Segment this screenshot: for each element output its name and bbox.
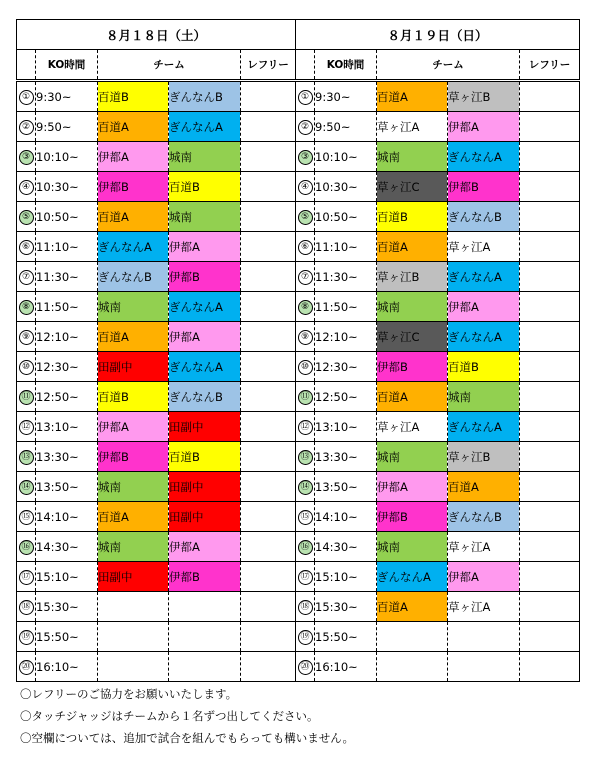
team-cell: ぎんなんA	[448, 322, 520, 352]
team-cell: ぎんなんA	[448, 262, 520, 292]
schedule-row	[17, 472, 580, 502]
team-cell: 伊都B	[169, 262, 241, 292]
match-number-label: ④	[298, 180, 313, 195]
ko-time: 12:50~	[36, 382, 98, 412]
day1-ko-header: KO時間	[36, 50, 98, 81]
schedule-row	[17, 172, 580, 202]
match-number-label: ⑥	[298, 240, 313, 255]
match-number	[296, 562, 315, 592]
team-cell: 草ヶ江A	[448, 532, 520, 562]
note-line: 〇タッチジャッジはチームから１名ずつ出してください。	[20, 709, 319, 723]
team-cell: 草ヶ江A	[377, 112, 448, 142]
match-number	[296, 172, 315, 202]
team-cell: ぎんなんA	[169, 112, 241, 142]
referee-cell	[520, 322, 580, 352]
schedule-row	[17, 532, 580, 562]
referee-cell	[520, 202, 580, 232]
match-number	[17, 622, 36, 652]
team-cell: ぎんなんA	[169, 352, 241, 382]
schedule-row	[17, 202, 580, 232]
match-number-label: ⑲	[19, 630, 34, 645]
match-number	[17, 532, 36, 562]
match-number-label: ⑪	[19, 390, 34, 405]
ko-time: 11:50~	[36, 292, 98, 322]
match-number	[296, 472, 315, 502]
team-cell: 田副中	[169, 412, 241, 442]
match-number-label: ⑦	[19, 270, 34, 285]
team-cell	[448, 652, 520, 682]
team-cell: 城南	[377, 142, 448, 172]
team-cell: 百道A	[377, 232, 448, 262]
referee-cell	[241, 142, 296, 172]
match-number	[17, 172, 36, 202]
match-number	[296, 202, 315, 232]
match-number	[296, 232, 315, 262]
team-cell: ぎんなんA	[377, 562, 448, 592]
note-line: 〇空欄については、追加で試合を組んでもらっても構いません。	[20, 731, 354, 745]
team-cell	[377, 622, 448, 652]
day2-team-header: チーム	[377, 50, 520, 81]
schedule-row	[17, 382, 580, 412]
match-number	[296, 292, 315, 322]
team-cell: 百道B	[448, 352, 520, 382]
ko-time: 12:10~	[315, 322, 377, 352]
day1-team-header: チーム	[98, 50, 241, 81]
schedule-row	[17, 412, 580, 442]
ko-time: 11:30~	[315, 262, 377, 292]
referee-cell	[520, 442, 580, 472]
ko-time: 14:30~	[315, 532, 377, 562]
team-cell: 城南	[98, 532, 169, 562]
ko-time: 10:50~	[36, 202, 98, 232]
match-number	[17, 562, 36, 592]
match-number	[17, 652, 36, 682]
ko-time: 16:10~	[315, 652, 377, 682]
referee-cell	[520, 382, 580, 412]
team-cell: 伊都B	[377, 352, 448, 382]
referee-cell	[241, 382, 296, 412]
team-cell: 百道B	[98, 382, 169, 412]
referee-cell	[241, 532, 296, 562]
team-cell	[377, 652, 448, 682]
team-cell: 百道B	[169, 442, 241, 472]
ko-time: 12:30~	[36, 352, 98, 382]
referee-cell	[520, 172, 580, 202]
team-cell: 伊都A	[169, 322, 241, 352]
team-cell: 草ヶ江B	[377, 262, 448, 292]
team-cell: 田副中	[98, 562, 169, 592]
match-number-label: ④	[19, 180, 34, 195]
team-cell: 城南	[448, 382, 520, 412]
match-number-label: ⑩	[298, 360, 313, 375]
ko-time: 16:10~	[36, 652, 98, 682]
referee-cell	[520, 232, 580, 262]
match-number	[17, 442, 36, 472]
referee-cell	[520, 81, 580, 112]
match-number-label: ⑫	[19, 420, 34, 435]
team-cell: ぎんなんA	[169, 292, 241, 322]
day2-title: ８月１９日（日）	[296, 20, 580, 50]
match-number-label: ③	[19, 150, 34, 165]
team-cell: 伊都A	[448, 292, 520, 322]
referee-cell	[241, 472, 296, 502]
ko-time: 11:30~	[36, 262, 98, 292]
match-number-label: ⑭	[298, 480, 313, 495]
team-cell: 百道A	[377, 592, 448, 622]
match-number	[296, 442, 315, 472]
num-header	[296, 50, 315, 81]
ko-time: 9:50~	[36, 112, 98, 142]
team-cell: 草ヶ江A	[448, 592, 520, 622]
team-cell: 城南	[169, 202, 241, 232]
match-number-label: ⑩	[19, 360, 34, 375]
match-number-label: ⑧	[298, 300, 313, 315]
schedule-row	[17, 81, 580, 112]
team-cell	[169, 622, 241, 652]
match-number	[296, 112, 315, 142]
schedule-row	[17, 142, 580, 172]
schedule-table	[16, 19, 580, 682]
team-cell: 城南	[98, 472, 169, 502]
day1-title: ８月１８日（土）	[17, 20, 296, 50]
team-cell: 草ヶ江B	[448, 81, 520, 112]
match-number-label: ⑯	[298, 540, 313, 555]
ko-time: 13:50~	[315, 472, 377, 502]
referee-cell	[241, 352, 296, 382]
ko-time: 9:50~	[315, 112, 377, 142]
ko-time: 10:10~	[315, 142, 377, 172]
ko-time: 13:30~	[36, 442, 98, 472]
ko-time: 15:10~	[36, 562, 98, 592]
ko-time: 11:10~	[36, 232, 98, 262]
team-cell: 伊都B	[448, 172, 520, 202]
schedule-row	[17, 232, 580, 262]
day2-referee-header: レフリー	[520, 50, 580, 81]
day2-ko-header: KO時間	[315, 50, 377, 81]
ko-time: 9:30~	[36, 81, 98, 112]
ko-time: 14:10~	[36, 502, 98, 532]
team-cell: 伊都A	[98, 142, 169, 172]
referee-cell	[241, 172, 296, 202]
ko-time: 10:30~	[315, 172, 377, 202]
match-number	[17, 472, 36, 502]
team-cell: 百道B	[377, 202, 448, 232]
referee-cell	[520, 622, 580, 652]
schedule-row	[17, 442, 580, 472]
team-cell: ぎんなんB	[169, 81, 241, 112]
match-number	[296, 502, 315, 532]
referee-cell	[241, 232, 296, 262]
ko-time: 10:10~	[36, 142, 98, 172]
team-cell: 百道B	[169, 172, 241, 202]
schedule-row	[17, 562, 580, 592]
match-number	[17, 232, 36, 262]
schedule-row	[17, 592, 580, 622]
match-number	[296, 532, 315, 562]
team-cell: 城南	[377, 532, 448, 562]
referee-cell	[520, 142, 580, 172]
referee-cell	[241, 442, 296, 472]
match-number-label: ③	[298, 150, 313, 165]
team-cell: 百道A	[98, 502, 169, 532]
match-number	[17, 292, 36, 322]
schedule-row	[17, 352, 580, 382]
match-number-label: ⑦	[298, 270, 313, 285]
ko-time: 13:50~	[36, 472, 98, 502]
team-cell: 百道B	[98, 81, 169, 112]
referee-cell	[520, 292, 580, 322]
ko-time: 9:30~	[315, 81, 377, 112]
team-cell: 伊都A	[448, 562, 520, 592]
referee-cell	[241, 262, 296, 292]
match-number	[296, 592, 315, 622]
team-cell: ぎんなんA	[98, 232, 169, 262]
match-number-label: ②	[298, 120, 313, 135]
match-number	[296, 622, 315, 652]
referee-cell	[241, 112, 296, 142]
match-number-label: ⑤	[298, 210, 313, 225]
team-cell: ぎんなんB	[448, 202, 520, 232]
team-cell: ぎんなんB	[169, 382, 241, 412]
day-header-row	[17, 20, 580, 50]
referee-cell	[241, 292, 296, 322]
team-cell: 伊都B	[169, 562, 241, 592]
match-number-label: ⑳	[19, 660, 34, 675]
column-header-row	[17, 50, 580, 81]
match-number-label: ⑯	[19, 540, 34, 555]
match-number	[17, 382, 36, 412]
match-number-label: ⑬	[19, 450, 34, 465]
ko-time: 15:50~	[36, 622, 98, 652]
match-number-label: ⑳	[298, 660, 313, 675]
referee-cell	[520, 412, 580, 442]
match-number-label: ②	[19, 120, 34, 135]
ko-time: 12:50~	[315, 382, 377, 412]
referee-cell	[241, 592, 296, 622]
ko-time: 11:50~	[315, 292, 377, 322]
team-cell: ぎんなんB	[98, 262, 169, 292]
match-number-label: ⑧	[19, 300, 34, 315]
referee-cell	[241, 622, 296, 652]
match-number	[296, 142, 315, 172]
ko-time: 10:30~	[36, 172, 98, 202]
team-cell: 草ヶ江A	[377, 412, 448, 442]
team-cell: 田副中	[98, 352, 169, 382]
team-cell: ぎんなんB	[448, 502, 520, 532]
match-number	[17, 592, 36, 622]
team-cell: 草ヶ江C	[377, 322, 448, 352]
match-number-label: ⑮	[19, 510, 34, 525]
referee-cell	[520, 352, 580, 382]
match-number	[296, 352, 315, 382]
team-cell	[98, 622, 169, 652]
note-line: 〇レフリーのご協力をお願いいたします。	[20, 687, 238, 701]
match-number-label: ⑨	[19, 330, 34, 345]
ko-time: 15:10~	[315, 562, 377, 592]
referee-cell	[520, 652, 580, 682]
ko-time: 15:30~	[315, 592, 377, 622]
match-number	[17, 322, 36, 352]
schedule-row	[17, 262, 580, 292]
referee-cell	[241, 502, 296, 532]
team-cell: 田副中	[169, 502, 241, 532]
match-number-label: ⑲	[298, 630, 313, 645]
referee-cell	[520, 562, 580, 592]
referee-cell	[241, 202, 296, 232]
referee-cell	[241, 81, 296, 112]
team-cell	[169, 652, 241, 682]
match-number	[296, 262, 315, 292]
ko-time: 15:50~	[315, 622, 377, 652]
team-cell: 百道A	[98, 322, 169, 352]
referee-cell	[520, 502, 580, 532]
match-number-label: ⑪	[298, 390, 313, 405]
match-number-label: ⑰	[298, 570, 313, 585]
team-cell: 百道A	[448, 472, 520, 502]
match-number-label: ①	[298, 90, 313, 105]
ko-time: 11:10~	[315, 232, 377, 262]
schedule-row	[17, 112, 580, 142]
team-cell: 城南	[169, 142, 241, 172]
match-number-label: ⑬	[298, 450, 313, 465]
match-number	[17, 81, 36, 112]
match-number	[17, 412, 36, 442]
ko-time: 13:30~	[315, 442, 377, 472]
schedule-row	[17, 322, 580, 352]
match-number	[17, 112, 36, 142]
referee-cell	[520, 112, 580, 142]
ko-time: 12:30~	[315, 352, 377, 382]
referee-cell	[520, 532, 580, 562]
match-number-label: ⑭	[19, 480, 34, 495]
team-cell: ぎんなんA	[448, 412, 520, 442]
team-cell: 百道A	[377, 81, 448, 112]
num-header	[17, 50, 36, 81]
team-cell: 百道A	[98, 112, 169, 142]
match-number-label: ⑱	[298, 600, 313, 615]
schedule-row	[17, 652, 580, 682]
team-cell: 百道A	[98, 202, 169, 232]
team-cell: 伊都B	[98, 442, 169, 472]
match-number-label: ⑱	[19, 600, 34, 615]
team-cell: 田副中	[169, 472, 241, 502]
team-cell: 伊都A	[448, 112, 520, 142]
team-cell: ぎんなんA	[448, 142, 520, 172]
team-cell: 城南	[377, 292, 448, 322]
team-cell: 伊都A	[169, 232, 241, 262]
referee-cell	[241, 322, 296, 352]
referee-cell	[241, 562, 296, 592]
team-cell: 伊都A	[377, 472, 448, 502]
match-number	[296, 81, 315, 112]
referee-cell	[520, 592, 580, 622]
team-cell: 伊都A	[169, 532, 241, 562]
match-number	[296, 322, 315, 352]
match-number-label: ⑰	[19, 570, 34, 585]
referee-cell	[520, 472, 580, 502]
match-number-label: ①	[19, 90, 34, 105]
ko-time: 10:50~	[315, 202, 377, 232]
match-number	[296, 382, 315, 412]
match-number-label: ⑥	[19, 240, 34, 255]
team-cell	[98, 592, 169, 622]
match-number-label: ⑫	[298, 420, 313, 435]
team-cell: 草ヶ江A	[448, 232, 520, 262]
team-cell: 草ヶ江B	[448, 442, 520, 472]
team-cell	[169, 592, 241, 622]
team-cell: 伊都B	[98, 172, 169, 202]
match-number	[17, 352, 36, 382]
ko-time: 14:10~	[315, 502, 377, 532]
match-number-label: ⑤	[19, 210, 34, 225]
referee-cell	[520, 262, 580, 292]
schedule-row	[17, 622, 580, 652]
match-number-label: ⑮	[298, 510, 313, 525]
schedule-row	[17, 502, 580, 532]
day1-referee-header: レフリー	[241, 50, 296, 81]
ko-time: 13:10~	[315, 412, 377, 442]
ko-time: 12:10~	[36, 322, 98, 352]
team-cell: 城南	[377, 442, 448, 472]
ko-time: 13:10~	[36, 412, 98, 442]
schedule-row	[17, 292, 580, 322]
match-number	[17, 142, 36, 172]
team-cell	[98, 652, 169, 682]
match-number	[296, 412, 315, 442]
match-number	[17, 502, 36, 532]
match-number	[17, 262, 36, 292]
team-cell	[448, 622, 520, 652]
match-number	[296, 652, 315, 682]
schedule-body	[17, 81, 580, 682]
match-number	[17, 202, 36, 232]
ko-time: 14:30~	[36, 532, 98, 562]
referee-cell	[241, 412, 296, 442]
team-cell: 伊都B	[377, 502, 448, 532]
ko-time: 15:30~	[36, 592, 98, 622]
match-number-label: ⑨	[298, 330, 313, 345]
team-cell: 百道A	[377, 382, 448, 412]
referee-cell	[241, 652, 296, 682]
team-cell: 伊都A	[98, 412, 169, 442]
team-cell: 城南	[98, 292, 169, 322]
team-cell: 草ヶ江C	[377, 172, 448, 202]
